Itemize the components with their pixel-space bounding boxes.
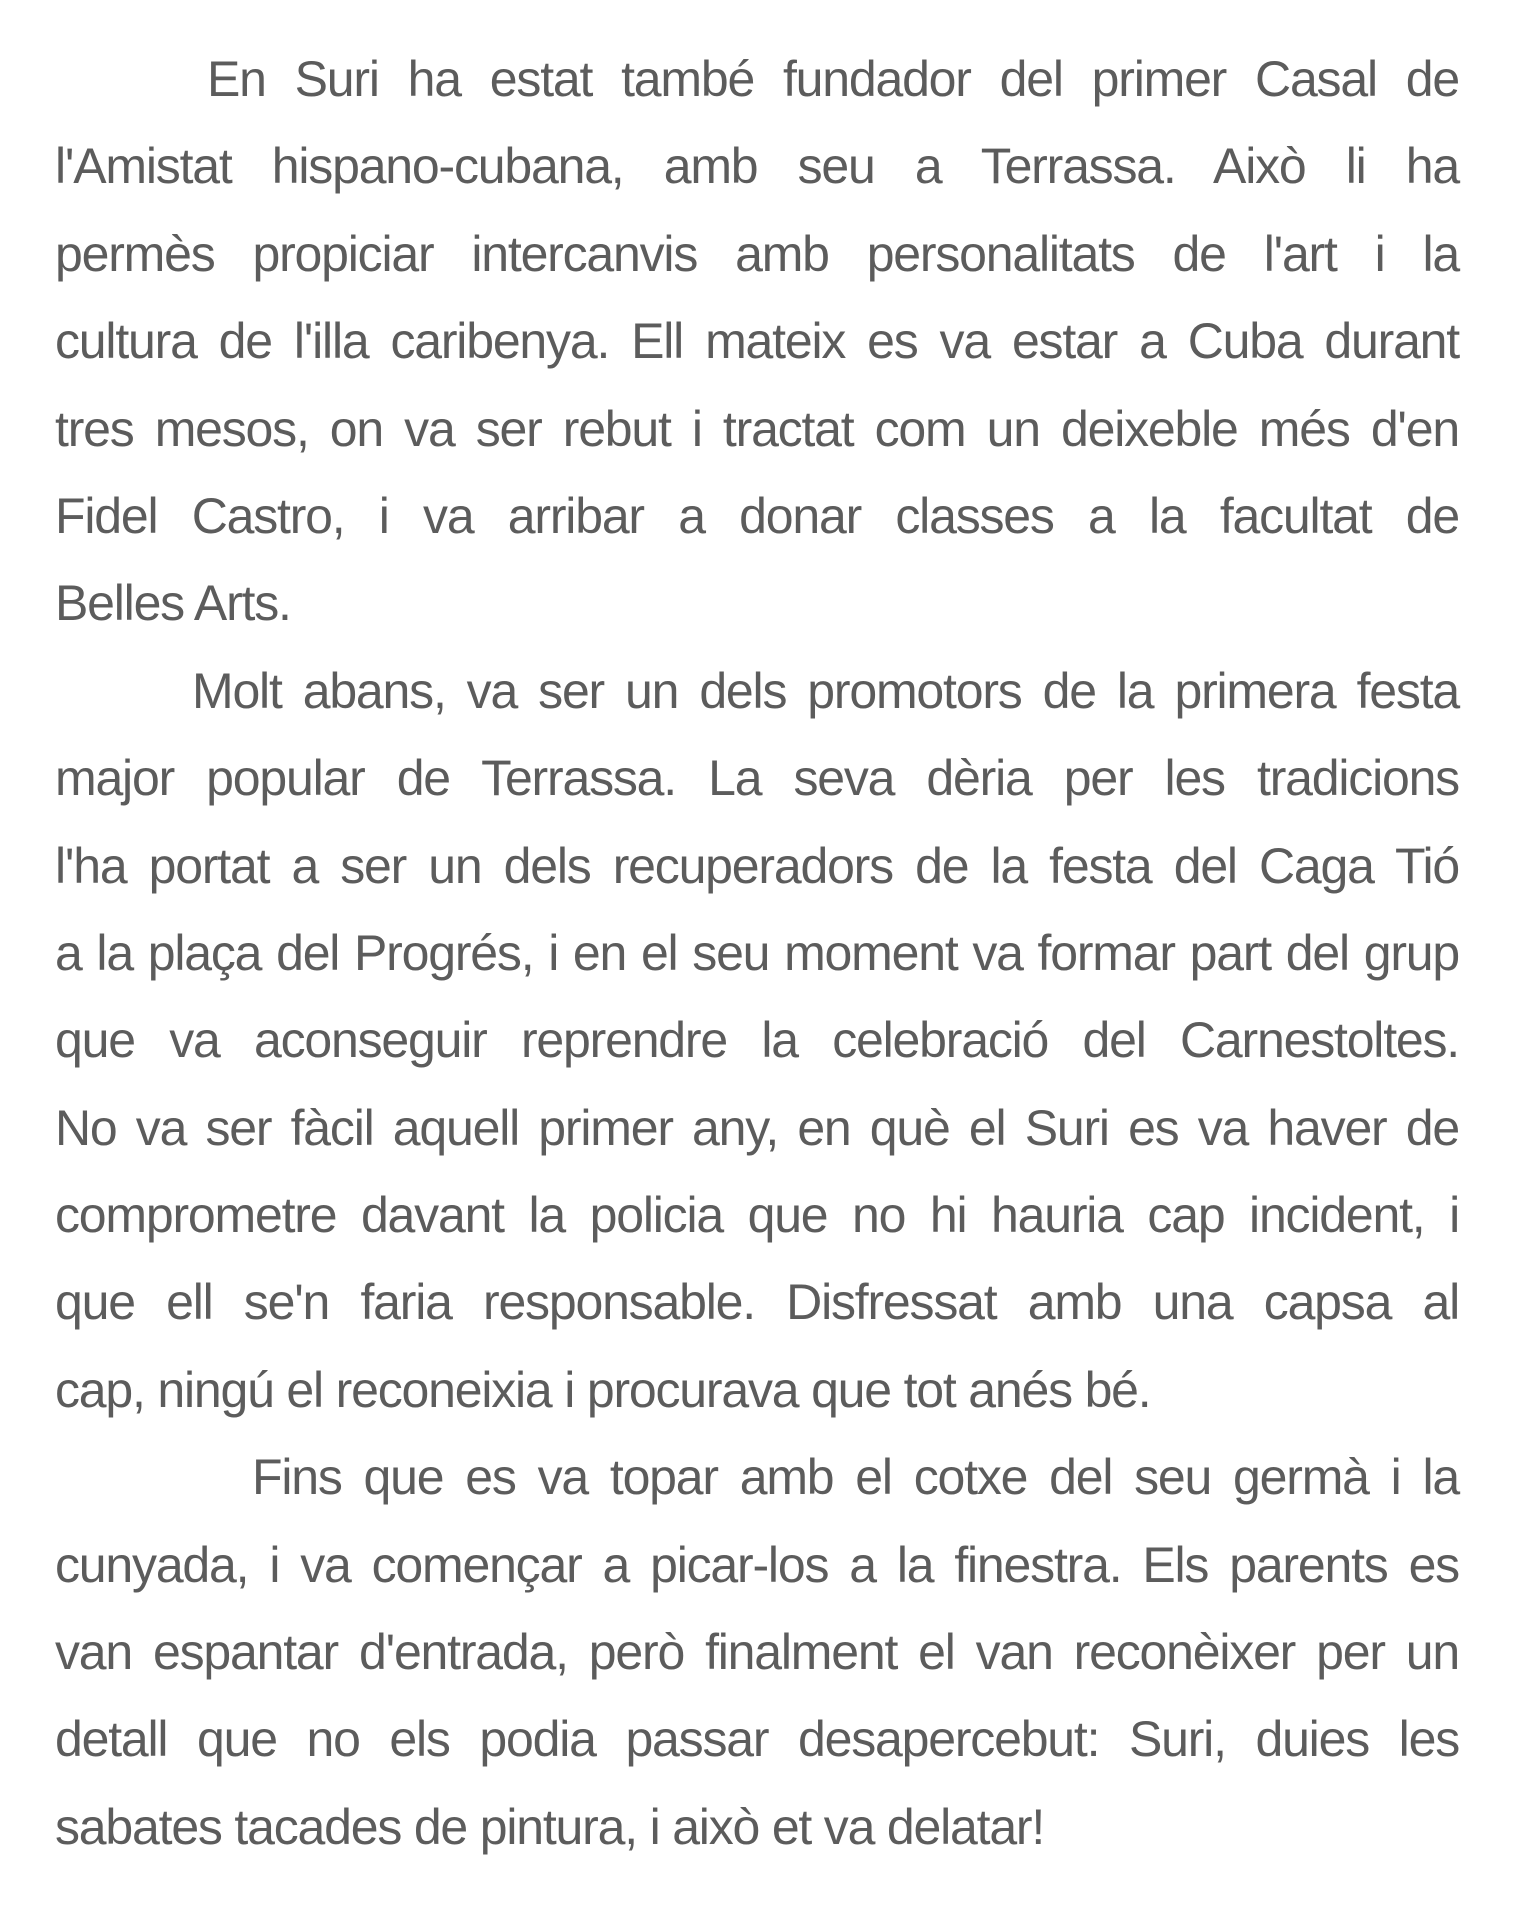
- text-line: Molt abans, va ser un dels promotors de la primera festa: [192, 662, 1459, 719]
- document-page: [55, 36, 1459, 1871]
- text-line: a la plaça del Progrés, i en el seu moment va formar part del grup: [55, 924, 1459, 981]
- text-line: En Suri ha estat també fundador del primer Casal de: [207, 51, 1459, 107]
- text-line: cultura de l'illa caribenya. Ell mateix es va estar a Cuba durant: [55, 313, 1459, 370]
- text-line: Fins que es va topar amb el cotxe del seu germà i la: [252, 1449, 1459, 1506]
- text-line: van espantar d'entrada, però finalment el van reconèixer per un: [55, 1624, 1459, 1681]
- text-line: que va aconseguir reprendre la celebració del Carnestoltes.: [55, 1012, 1459, 1069]
- text-line: Fidel Castro, i va arribar a donar classes a la facultat de: [55, 487, 1459, 544]
- text-line: l'ha portat a ser un dels recuperadors de la festa del Caga Tió: [55, 837, 1459, 894]
- text-line: comprometre davant la policia que no hi hauria cap incident, i: [55, 1187, 1459, 1244]
- paragraph-1: [55, 36, 1459, 648]
- paragraph-3: [55, 1434, 1459, 1871]
- text-line: No va ser fàcil aquell primer any, en què el Suri es va haver de: [55, 1099, 1459, 1156]
- text-line: que ell se'n faria responsable. Disfressat amb una capsa al: [55, 1274, 1459, 1331]
- text-line: major popular de Terrassa. La seva dèria per les tradicions: [55, 750, 1459, 807]
- text-line: Belles Arts.: [55, 575, 291, 632]
- text-line: sabates tacades de pintura, i això et va delatar!: [55, 1798, 1045, 1855]
- text-line: cap, ningú el reconeixia i procurava que tot anés bé.: [55, 1361, 1151, 1418]
- text-line: detall que no els podia passar desapercebut: Suri, duies les: [55, 1711, 1459, 1768]
- text-line: tres mesos, on va ser rebut i tractat com un deixeble més d'en: [55, 400, 1459, 457]
- text-line: l'Amistat hispano-cubana, amb seu a Terrassa. Això li ha: [55, 138, 1459, 195]
- paragraph-2: [55, 648, 1459, 1435]
- text-line: permès propiciar intercanvis amb personalitats de l'art i la: [55, 225, 1459, 282]
- text-line: cunyada, i va començar a picar-los a la finestra. Els parents es: [55, 1536, 1459, 1593]
